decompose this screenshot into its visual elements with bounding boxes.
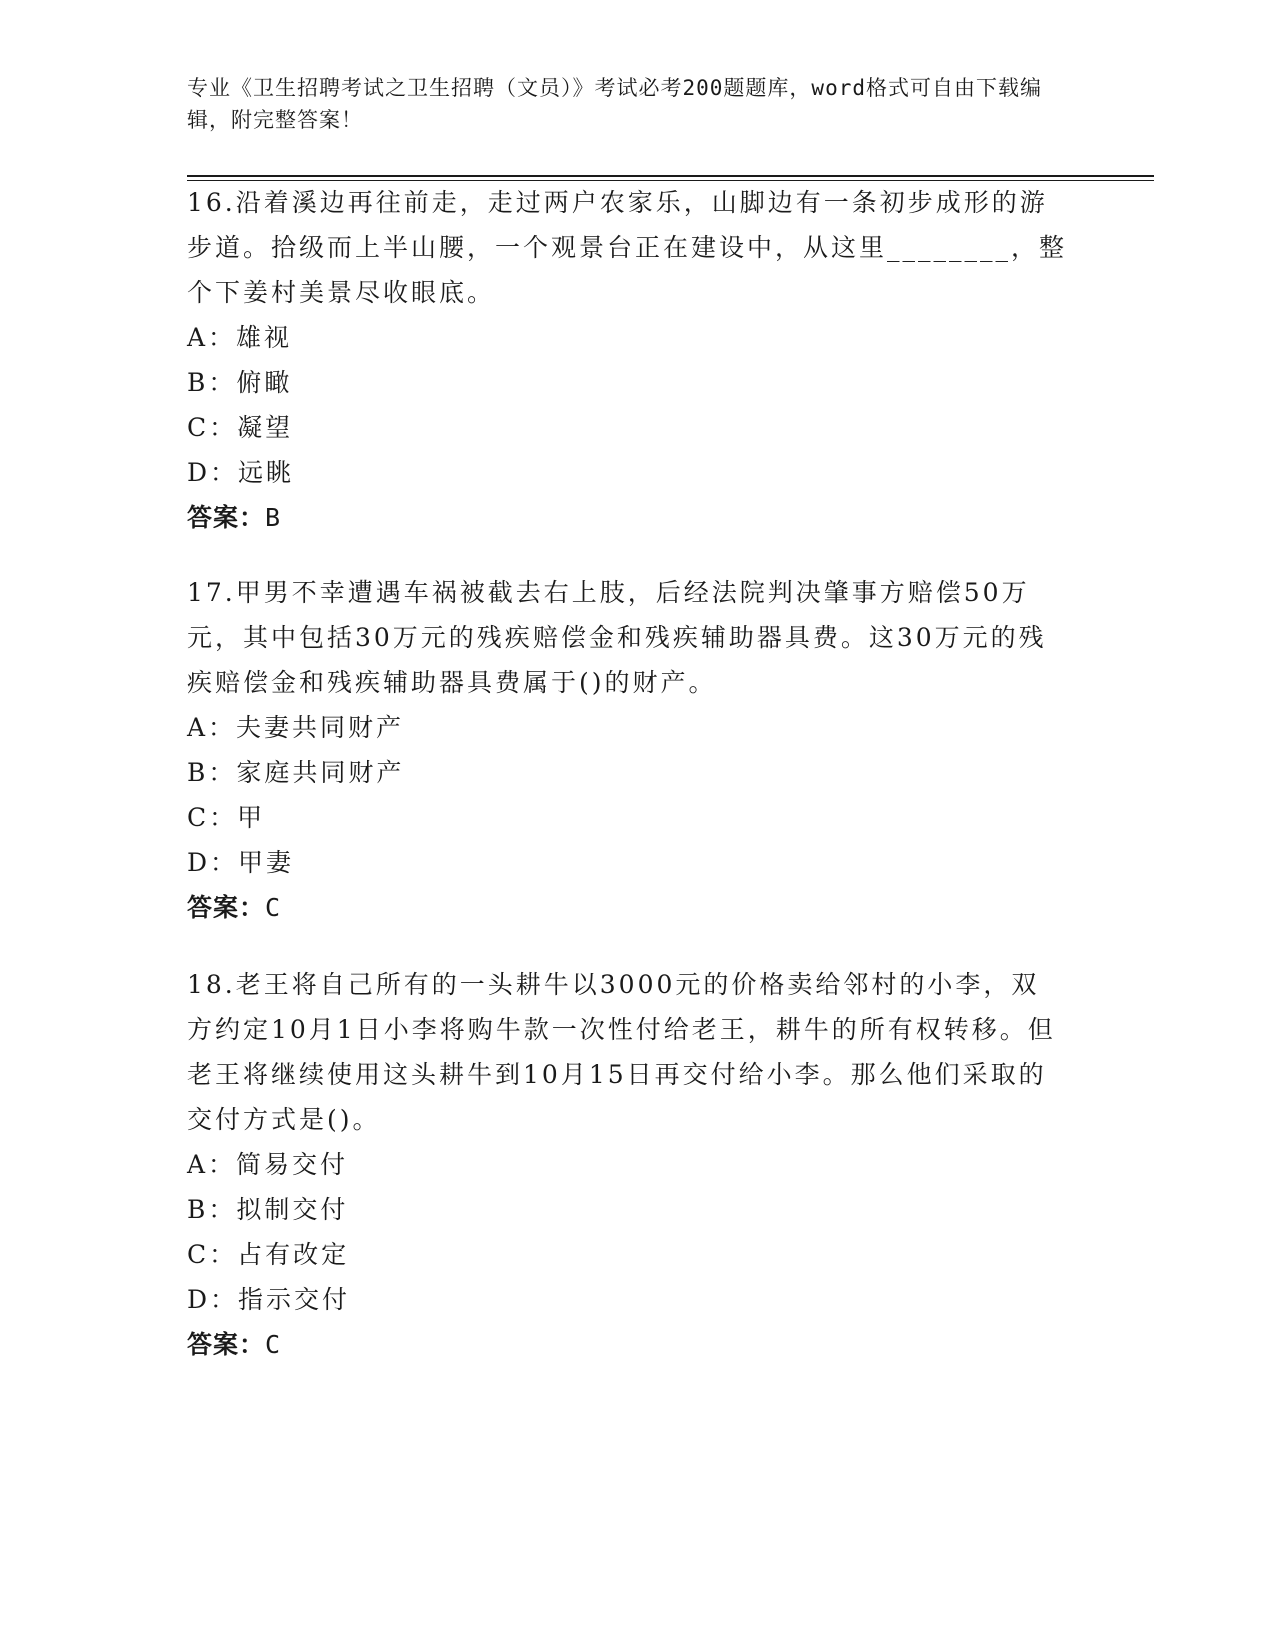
- option-a: A：简易交付: [187, 1150, 349, 1179]
- answer-label: 答案：: [187, 893, 266, 922]
- answer-label: 答案：: [187, 1330, 266, 1359]
- option-d: D：远眺: [187, 458, 295, 487]
- option-a: A：夫妻共同财产: [187, 713, 405, 742]
- answer-value: C: [265, 893, 282, 922]
- answer-value: C: [265, 1330, 282, 1359]
- question-16: [187, 180, 1067, 540]
- question-stem: 18.老王将自己所有的一头耕牛以3000元的价格卖给邻村的小李，双方约定10月1日小李将购牛款一次性付给老王，耕牛的所有权转移。但老王将继续使用这头耕牛到10月15日再交付给小李。那么他们采取的交付方式是()。: [187, 970, 1056, 1134]
- document-header: 专业《卫生招聘考试之卫生招聘（文员）》考试必考200题题库，word格式可自由下载编辑，附完整答案！: [187, 76, 1042, 132]
- question-stem: 16.沿着溪边再往前走，走过两户农家乐，山脚边有一条初步成形的游步道。拾级而上半山腰，一个观景台正在建设中，从这里________，整个下姜村美景尽收眼底。: [187, 188, 1068, 307]
- answer-value: B: [265, 503, 282, 532]
- option-b: B：家庭共同财产: [187, 758, 405, 787]
- option-b: B：拟制交付: [187, 1195, 349, 1224]
- answer: [187, 1322, 1067, 1367]
- answer-label: 答案：: [187, 503, 266, 532]
- option-b: B：俯瞰: [187, 368, 293, 397]
- question-17: [187, 570, 1067, 930]
- option-c: C：占有改定: [187, 1240, 350, 1269]
- option-c: C：甲: [187, 803, 266, 832]
- option-d: D：甲妻: [187, 848, 295, 877]
- answer: [187, 885, 1067, 930]
- option-a: A：雄视: [187, 323, 293, 352]
- option-c: C：凝望: [187, 413, 294, 442]
- option-d: D：指示交付: [187, 1285, 351, 1314]
- question-18: [187, 962, 1067, 1367]
- header-rule-thick: [187, 175, 1154, 177]
- question-stem: 17.甲男不幸遭遇车祸被截去右上肢，后经法院判决肇事方赔偿50万元，其中包括30万元的残疾赔偿金和残疾辅助器具费。这30万元的残疾赔偿金和残疾辅助器具费属于()的财产。: [187, 578, 1047, 697]
- answer: [187, 495, 1067, 540]
